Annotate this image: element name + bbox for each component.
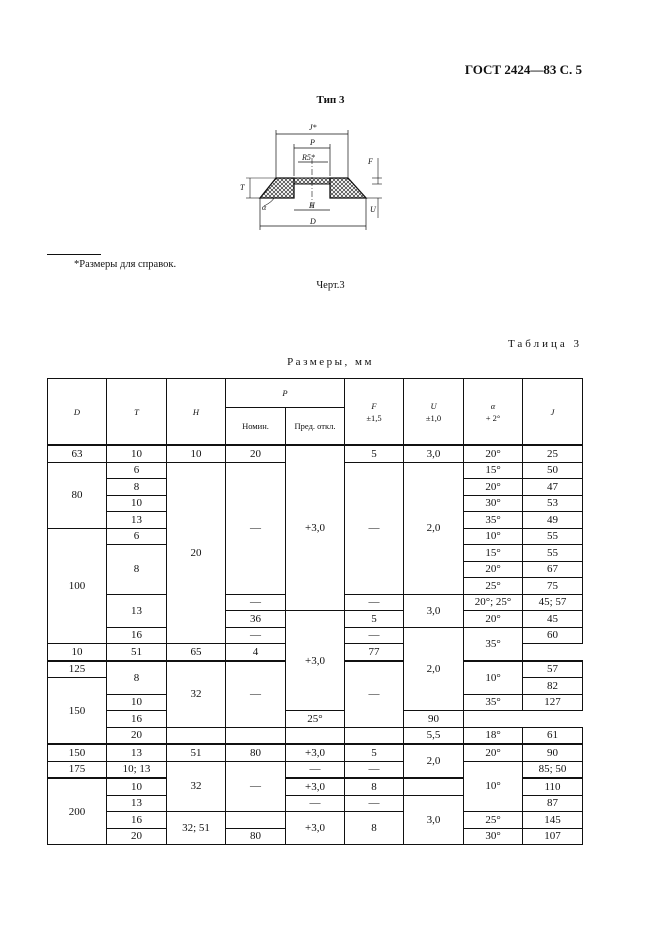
- table-row: [48, 761, 583, 778]
- cell: 25°: [464, 578, 523, 595]
- cell: [286, 727, 345, 744]
- cell: 75: [523, 578, 583, 595]
- label-U: U: [370, 205, 376, 214]
- cell: 2,0: [404, 462, 464, 594]
- cell: 4: [226, 644, 286, 661]
- label-J: J*: [309, 123, 317, 132]
- wheel-type3-drawing: [232, 118, 392, 242]
- cell: 20: [167, 462, 226, 644]
- header-P-dev: Пред. откл.: [286, 408, 345, 446]
- cell: 25: [523, 445, 583, 462]
- header-P: P: [226, 379, 345, 408]
- cell: 10: [107, 445, 167, 462]
- cell: —: [345, 462, 404, 594]
- table-row: [48, 445, 583, 462]
- cell: 18°: [464, 727, 523, 744]
- footnote: *Размеры для справок.: [74, 259, 177, 270]
- cell: 8: [345, 812, 404, 845]
- cell: 35°: [464, 512, 523, 529]
- cell: —: [345, 661, 404, 728]
- cell: 5: [345, 611, 404, 628]
- cell: 5,5: [404, 727, 464, 744]
- cell: —: [286, 761, 345, 778]
- cell: 20°: [464, 561, 523, 578]
- cell: 90: [404, 711, 464, 728]
- header-row: [48, 379, 583, 408]
- label-R5: R5*: [302, 153, 315, 162]
- cell: 10: [107, 694, 167, 711]
- header-F-name: F: [371, 400, 377, 411]
- cell: 20°: [464, 611, 523, 628]
- cell: 82: [523, 678, 583, 695]
- cell: +3,0: [286, 778, 345, 795]
- cell: 145: [523, 812, 583, 829]
- cell: 65: [167, 644, 226, 661]
- cell: 35°: [464, 627, 523, 661]
- cell: 3,0: [404, 445, 464, 462]
- table-row: [48, 727, 583, 744]
- cell: 6: [107, 462, 167, 479]
- table-row: [48, 744, 583, 761]
- label-alpha: α: [262, 203, 267, 212]
- cell: 10: [167, 445, 226, 462]
- cell: 55: [523, 545, 583, 562]
- cell: 25°: [464, 812, 523, 829]
- cell: 3,0: [404, 594, 464, 627]
- cell: 107: [523, 828, 583, 845]
- header-U: [404, 379, 464, 446]
- cell: 80: [48, 462, 107, 528]
- cell: —: [286, 795, 345, 812]
- cell: 5: [345, 445, 404, 462]
- cell: 20°: [464, 445, 523, 462]
- cell: 80: [226, 744, 286, 761]
- table-row: [48, 812, 583, 829]
- cell: 200: [48, 778, 107, 845]
- cell: 60: [523, 627, 583, 644]
- cell: 13: [107, 744, 167, 761]
- cell: 80: [226, 828, 286, 845]
- cell: 61: [523, 727, 583, 744]
- cell: [345, 727, 404, 744]
- cell: 8: [107, 661, 167, 695]
- cell: 25°: [286, 711, 345, 728]
- cell: 32: [167, 761, 226, 812]
- cell: 20°; 25°: [464, 594, 523, 611]
- cell: 49: [523, 512, 583, 529]
- cell: 50: [523, 462, 583, 479]
- header-F: [345, 379, 404, 446]
- header-U-name: U: [430, 400, 437, 411]
- cell: —: [345, 627, 404, 644]
- cell: 85; 50: [523, 761, 583, 778]
- cell: 51: [107, 644, 167, 661]
- cell: 8: [107, 479, 167, 496]
- cell: 3,0: [404, 795, 464, 845]
- label-P: P: [310, 138, 315, 147]
- cell: 45; 57: [523, 594, 583, 611]
- cell: +3,0: [286, 744, 345, 761]
- cell: 87: [523, 795, 583, 812]
- cell: [226, 812, 286, 829]
- cell: 32; 51: [167, 812, 226, 845]
- cell: 16: [107, 711, 167, 728]
- cell: 110: [523, 778, 583, 795]
- cell: 30°: [464, 495, 523, 512]
- header-H: H: [167, 379, 226, 446]
- cell: 51: [167, 744, 226, 761]
- table-label: Таблица 3: [507, 338, 582, 350]
- cell: 16: [107, 627, 167, 644]
- cell: [226, 727, 286, 744]
- cell: 53: [523, 495, 583, 512]
- dimensions-table: [47, 378, 583, 845]
- cell: 10°: [464, 661, 523, 695]
- cell: 30°: [464, 828, 523, 845]
- cell: 150: [48, 744, 107, 761]
- cell: 36: [226, 611, 286, 628]
- label-T: T: [240, 183, 245, 192]
- cell: 77: [345, 644, 404, 661]
- label-D: D: [310, 217, 316, 226]
- cell: 16: [107, 812, 167, 829]
- cell: 45: [523, 611, 583, 628]
- cell: 20: [226, 445, 286, 462]
- cell: 10°: [464, 528, 523, 545]
- cell: 2,0: [404, 744, 464, 778]
- cell: +3,0: [286, 445, 345, 611]
- header-alpha-name: α: [490, 400, 496, 411]
- cell: 100: [48, 528, 107, 644]
- cell: 20: [107, 727, 167, 744]
- cell: —: [226, 594, 286, 611]
- label-H: H: [309, 201, 315, 210]
- header-F-tol: ±1,5: [366, 412, 382, 423]
- cell: 5: [345, 744, 404, 761]
- cell: —: [226, 462, 286, 594]
- figure-title: Тип 3: [316, 94, 345, 106]
- cell: 2,0: [404, 627, 464, 711]
- cell: 15°: [464, 545, 523, 562]
- cell: 20°: [464, 479, 523, 496]
- cell: 175: [48, 761, 107, 778]
- cell: 15°: [464, 462, 523, 479]
- header-D: D: [48, 379, 107, 446]
- cell: 57: [523, 661, 583, 678]
- cell: 13: [107, 795, 167, 812]
- header-T: T: [107, 379, 167, 446]
- cell: 10: [48, 644, 107, 661]
- cell: 32: [167, 661, 226, 728]
- cell: 10°: [464, 761, 523, 812]
- header-J: J: [523, 379, 583, 446]
- cell: 125: [48, 661, 107, 678]
- cell: 67: [523, 561, 583, 578]
- cell: 8: [345, 778, 404, 795]
- cell: —: [345, 594, 404, 611]
- cell: 127: [523, 694, 583, 711]
- cell: 13: [107, 594, 167, 627]
- table-row: [48, 711, 583, 728]
- footnote-rule: [47, 254, 101, 255]
- cell: —: [226, 761, 286, 812]
- label-F: F: [368, 157, 373, 166]
- cell: 63: [48, 445, 107, 462]
- cell: 10; 13: [107, 761, 167, 778]
- cell: —: [345, 795, 404, 812]
- cell: 55: [523, 528, 583, 545]
- cell: 150: [48, 678, 107, 745]
- cell: +3,0: [286, 611, 345, 711]
- cell: 20: [107, 828, 167, 845]
- cell: 6: [107, 528, 167, 545]
- header-P-nom: Номин.: [226, 408, 286, 446]
- cell: [404, 778, 464, 795]
- cell: 13: [107, 512, 167, 529]
- cell: 47: [523, 479, 583, 496]
- cell: 8: [107, 545, 167, 595]
- page-header: ГОСТ 2424—83 С. 5: [464, 62, 582, 77]
- cell: [167, 727, 226, 744]
- cell: —: [226, 661, 286, 728]
- figure-caption: Черт.3: [316, 280, 345, 291]
- cell: 90: [523, 744, 583, 761]
- cell: +3,0: [286, 812, 345, 845]
- cell: 20°: [464, 744, 523, 761]
- cell: 10: [107, 495, 167, 512]
- header-U-tol: ±1,0: [425, 412, 442, 423]
- cell: 35°: [464, 694, 523, 711]
- cell: —: [226, 627, 286, 644]
- header-alpha-tol: + 2°: [485, 412, 501, 423]
- cell: —: [345, 761, 404, 778]
- dimensions-label: Размеры, мм: [287, 356, 374, 368]
- cell: 10: [107, 778, 167, 795]
- header-alpha: [464, 379, 523, 446]
